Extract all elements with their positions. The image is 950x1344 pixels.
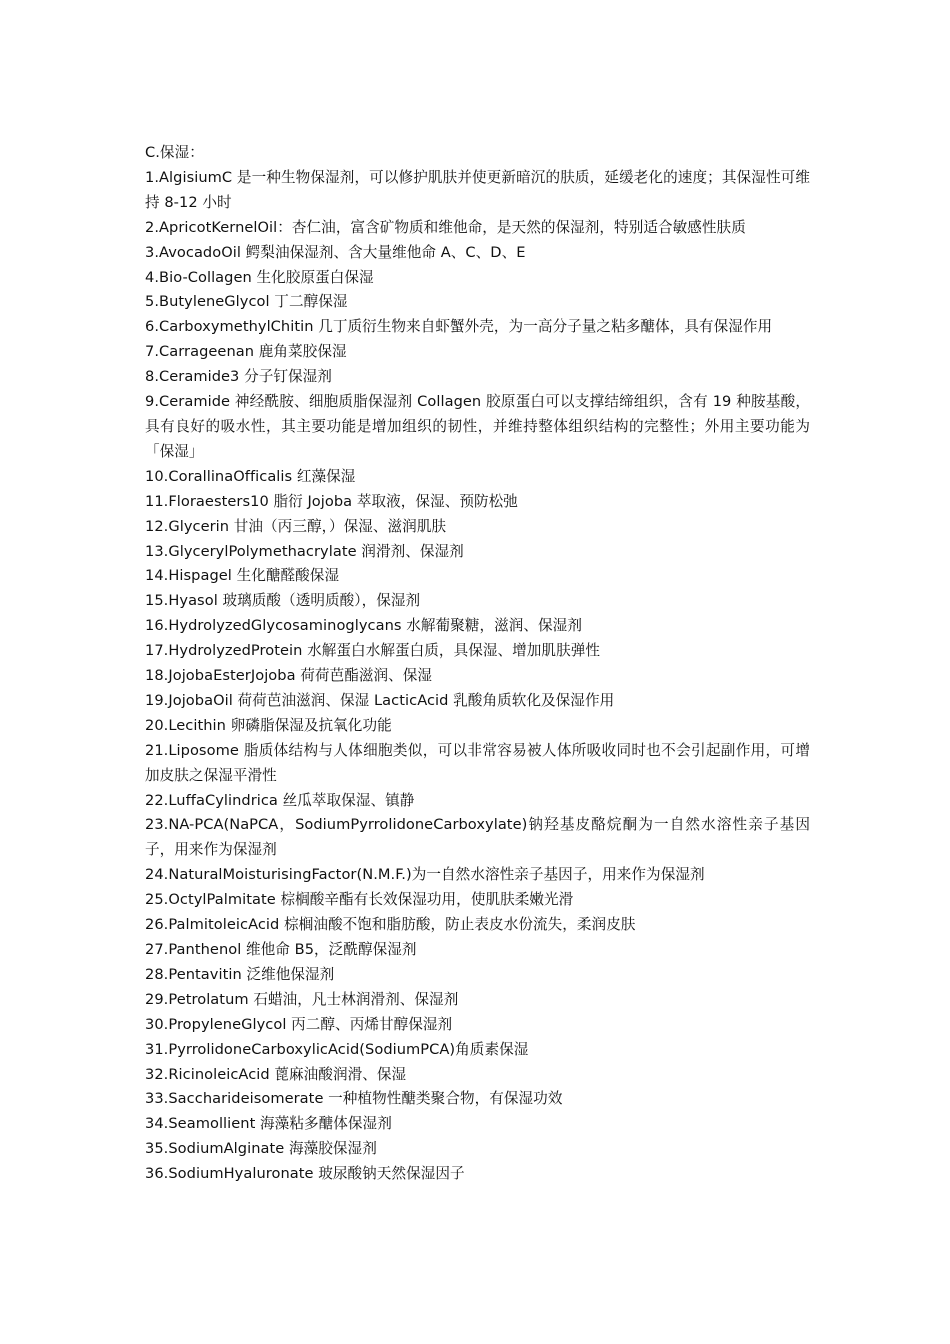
list-item: 2.ApricotKernelOil：杏仁油，富含矿物质和维他命，是天然的保湿剂，特别适合敏感性肤质 <box>145 218 746 236</box>
list-item: 10.CorallinaOfficalis 红藻保湿 <box>145 467 356 485</box>
list-item: 12.Glycerin 甘油（丙三醇，）保湿、滋润肌肤 <box>145 517 447 535</box>
list-item: 33.Saccharideisomerate 一种植物性醣类聚合物，有保湿功效 <box>145 1090 563 1108</box>
list-item: 5.ButyleneGlycol 丁二醇保湿 <box>145 293 348 311</box>
list-item: 19.JojobaOil 荷荷芭油滋润、保湿 LacticAcid 乳酸角质软化及保湿作用 <box>145 691 615 709</box>
list-item: 35.SodiumAlginate 海藻胶保湿剂 <box>145 1140 377 1158</box>
list-item: 4.Bio-Collagen 生化胶原蛋白保湿 <box>145 268 374 286</box>
list-item: 18.JojobaEsterJojoba 荷荷芭酯滋润、保湿 <box>145 667 433 685</box>
list-item: 21.Liposome 脂质体结构与人体细胞类似，可以非常容易被人体所吸收同时也不会引起副作用，可增加皮肤之保湿平滑性 <box>145 741 810 784</box>
document-body <box>145 141 810 1187</box>
list-item: 31.PyrrolidoneCarboxylicAcid(SodiumPCA)角质素保湿 <box>145 1040 529 1058</box>
list-item: 16.HydrolyzedGlycosaminoglycans 水解葡聚糖，滋润、保湿剂 <box>145 617 582 635</box>
list-item: 22.LuffaCylindrica 丝瓜萃取保湿、镇静 <box>145 791 415 809</box>
list-item: 11.Floraesters10 脂衍 Jojoba 萃取液，保湿、预防松弛 <box>145 492 518 510</box>
list-item: 34.Seamollient 海藻粘多醣体保湿剂 <box>145 1115 392 1133</box>
list-item: 17.HydrolyzedProtein 水解蛋白水解蛋白质，具保湿、增加肌肤弹性 <box>145 642 601 660</box>
list-item: 3.AvocadoOil 鳄梨油保湿剂、含大量维他命 A、C、D、E <box>145 243 526 261</box>
list-item: 24.NaturalMoisturisingFactor(N.M.F.)为一自然水溶性亲子基因子，用来作为保湿剂 <box>145 866 705 884</box>
list-item: 27.Panthenol 维他命 B5，泛酰醇保湿剂 <box>145 941 417 958</box>
list-item: 13.GlycerylPolymethacrylate 润滑剂、保湿剂 <box>145 542 464 560</box>
list-item: 7.Carrageenan 鹿角菜胶保湿 <box>145 343 347 361</box>
list-item: 6.CarboxymethylChitin 几丁质衍生物来自虾蟹外壳，为一高分子量之粘多醣体，具有保湿作用 <box>145 318 773 336</box>
list-item: 32.RicinoleicAcid 蓖麻油酸润滑、保湿 <box>145 1065 407 1083</box>
list-item: 25.OctylPalmitate 棕榈酸辛酯有长效保湿功用，使肌肤柔嫩光滑 <box>145 891 574 909</box>
list-item: 29.Petrolatum 石蜡油，凡士林润滑剂、保湿剂 <box>145 990 459 1008</box>
list-item: 20.Lecithin 卵磷脂保湿及抗氧化功能 <box>145 716 392 734</box>
list-item: 14.Hispagel 生化醣醛酸保湿 <box>145 567 340 585</box>
list-item: 26.PalmitoleicAcid 棕榈油酸不饱和脂肪酸，防止表皮水份流失，柔润皮肤 <box>145 916 636 934</box>
list-item: 36.SodiumHyaluronate 玻尿酸钠天然保湿因子 <box>145 1165 465 1183</box>
list-item: 23.NA-PCA(NaPCA，SodiumPyrrolidoneCarboxylate)钠羟基皮酪烷酮为一自然水溶性亲子基因子，用来作为保湿剂 <box>145 816 810 859</box>
list-item: 28.Pentavitin 泛维他保湿剂 <box>145 965 335 983</box>
list-item: 9.Ceramide 神经酰胺、细胞质脂保湿剂 Collagen 胶原蛋白可以支撑结缔组织，含有 19 种胺基酸，具有良好的吸水性，其主要功能是增加组织的韧性，并维持整体组织结构的完整性；外用主要功能为「保湿」 <box>145 393 810 460</box>
list-item: 1.AlgisiumC 是一种生物保湿剂，可以修护肌肤并使更新暗沉的肤质，延缓老化的速度；其保湿性可维持 8-12 小时 <box>145 168 810 211</box>
list-item: 15.Hyasol 玻璃质酸（透明质酸），保湿剂 <box>145 592 421 610</box>
list-item: 8.Ceramide3 分子钉保湿剂 <box>145 368 332 386</box>
list-item: 30.PropyleneGlycol 丙二醇、丙烯甘醇保湿剂 <box>145 1015 453 1033</box>
section-heading: C.保湿： <box>145 144 204 161</box>
